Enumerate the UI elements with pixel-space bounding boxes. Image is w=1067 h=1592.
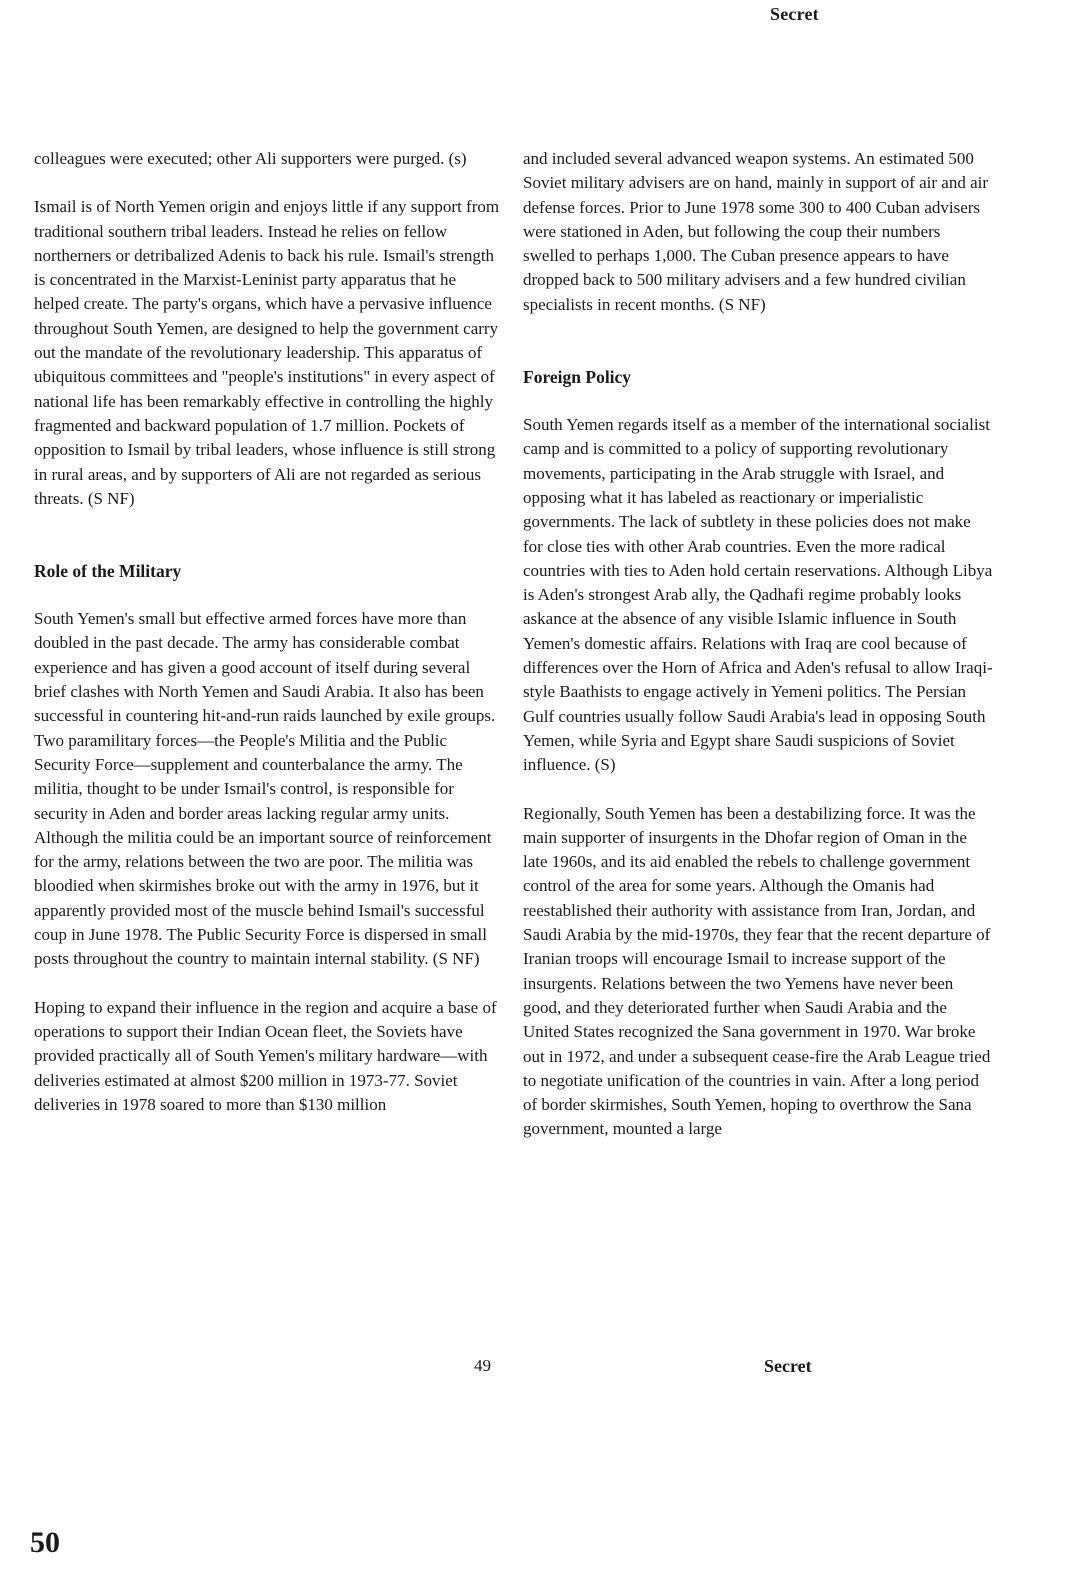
paragraph: South Yemen's small but effective armed forces have more than doubled in the past decade. The army has considerable combat experience and has given a good account of itself during several brief clashes with North Yemen and Saudi Arabia. It also has been successful in countering hit-and-run raids launched by exile groups. Two paramilitary forces—the People's Militia and the Public Security Force—supplement and counterbalance the army. The militia, thought to be under Ismail's control, is responsible for security in Aden and border areas lacking regular army units. Although the militia could be an important source of reinforcement for the army, relations between the two are poor. The militia was bloodied when skirmishes broke out with the army in 1976, but it apparently provided most of the muscle behind Ismail's successful coup in June 1978. The Public Security Force is dispersed in small posts throughout the country to maintain internal stability. (S NF): [34, 609, 496, 969]
sheet-number: 50: [30, 1526, 60, 1559]
page-number: 49: [474, 1356, 491, 1375]
paragraph: South Yemen regards itself as a member of the international socialist camp and is committed to a policy of supporting revolutionary movements, participating in the Arab struggle with Israel, and opposing what it has labeled as reactionary or imperialistic governments. The lack of subtlety in these policies does not make for close ties with other Arab countries. Even the more radical countries with ties to Aden hold certain reservations. Although Libya is Aden's strongest Arab ally, the Qadhafi regime probably looks askance at the absence of any visible Islamic influence in South Yemen's domestic affairs. Relations with Iraq are cool because of differences over the Horn of Africa and Aden's refusal to allow Iraqi-style Baathists to engage actively in Yemeni politics. The Persian Gulf countries usually follow Saudi Arabia's lead in opposing South Yemen, while Syria and Egypt share Saudi suspicions of Soviet influence. (S): [523, 415, 993, 775]
paragraph: Regionally, South Yemen has been a destabilizing force. It was the main supporter of insurgents in the Dhofar region of Oman in the late 1960s, and its aid enabled the rebels to challenge government control of the area for some years. Although the Omanis had reestablished their authority with assistance from Iran, Jordan, and Saudi Arabia by the mid-1970s, they fear that the recent departure of Iranian troops will encourage Ismail to increase support of the insurgents. Relations between the two Yemens have never been good, and they deteriorated further when Saudi Arabia and the United States recognized the Sana government in 1970. War broke out in 1972, and under a subsequent cease-fire the Arab League tried to negotiate unification of the countries in vain. After a long period of border skirmishes, South Yemen, hoping to overthrow the Sana government, mounted a large: [523, 803, 991, 1139]
section-heading-foreign-policy: Foreign Policy: [523, 367, 632, 388]
paragraph: and included several advanced weapon systems. An estimated 500 Soviet military advisers are on hand, mainly in support of air and air defense forces. Prior to June 1978 some 300 to 400 Cuban advisers were stationed in Aden, but following the coup their numbers swelled to perhaps 1,000. The Cuban presence appears to have dropped back to 500 military advisers and a few hundred civilian specialists in recent months. (S NF): [523, 149, 989, 314]
left-column: [34, 147, 504, 1117]
right-column: [523, 147, 993, 1142]
paragraph: Ismail is of North Yemen origin and enjoys little if any support from traditional southern tribal leaders. Instead he relies on fellow northerners or detribalized Adenis to back his rule. Ismail's strength is concentrated in the Marxist-Leninist party apparatus that he helped create. The party's organs, which have a pervasive influence throughout South Yemen, are designed to help the government carry out the mandate of the revolutionary leadership. This apparatus of ubiquitous committees and "people's institutions" in every aspect of national life has been remarkably effective in controlling the highly fragmented and backward population of 1.7 million. Pockets of opposition to Ismail by tribal leaders, whose influence is still strong in rural areas, and by supporters of Ali are not regarded as serious threats. (S NF): [34, 197, 500, 508]
section-heading-military: Role of the Military: [34, 561, 182, 582]
paragraph: colleagues were executed; other Ali supporters were purged. (s): [34, 149, 467, 168]
paragraph: Hoping to expand their influence in the region and acquire a base of operations to support their Indian Ocean fleet, the Soviets have provided practically all of South Yemen's military hardware—with deliveries estimated at almost $200 million in 1973-77. Soviet deliveries in 1978 soared to more than $130 million: [34, 997, 497, 1114]
header-classification: Secret: [770, 4, 819, 24]
footer-classification: Secret: [764, 1356, 812, 1376]
